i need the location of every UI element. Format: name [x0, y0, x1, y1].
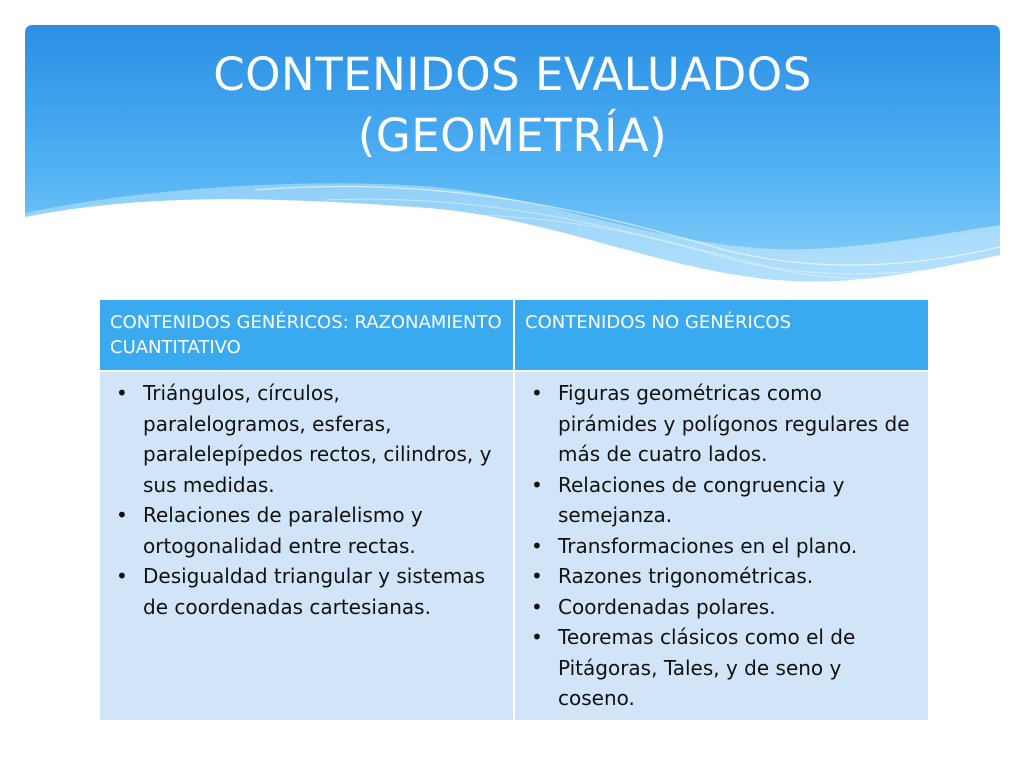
table-header-row	[99, 299, 929, 371]
list-item: • Desigualdad triangular y sistemas de coordenadas cartesianas.	[143, 561, 503, 622]
slide-title	[25, 44, 1000, 166]
list-item: • Relaciones de congruencia y semejanza.	[558, 470, 918, 531]
generic-contents-list	[110, 378, 503, 622]
list-item: • Razones trigonométricas.	[558, 561, 918, 592]
header-generic-contents: CONTENIDOS GENÉRICOS: RAZONAMIENTO CUANTITATIVO	[99, 299, 514, 371]
list-item: • Triángulos, círculos, paralelogramos, esferas, paralelepípedos rectos, cilindros, y sus medidas.	[143, 378, 503, 500]
list-item: • Coordenadas polares.	[558, 592, 918, 623]
table-row	[99, 371, 929, 721]
non-generic-contents-cell	[514, 371, 929, 721]
non-generic-contents-list	[525, 378, 918, 714]
list-item: • Relaciones de paralelismo y ortogonalidad entre rectas.	[143, 500, 503, 561]
list-item: • Teoremas clásicos como el de Pitágoras, Tales, y de seno y coseno.	[558, 622, 918, 714]
contents-table	[98, 298, 930, 722]
list-item: • Transformaciones en el plano.	[558, 531, 918, 562]
slide-title-line-2: (GEOMETRÍA)	[357, 109, 668, 162]
header-non-generic-contents: CONTENIDOS NO GENÉRICOS	[514, 299, 929, 371]
slide-title-line-1: CONTENIDOS EVALUADOS	[213, 48, 812, 101]
generic-contents-cell	[99, 371, 514, 721]
list-item: • Figuras geométricas como pirámides y polígonos regulares de más de cuatro lados.	[558, 378, 918, 470]
